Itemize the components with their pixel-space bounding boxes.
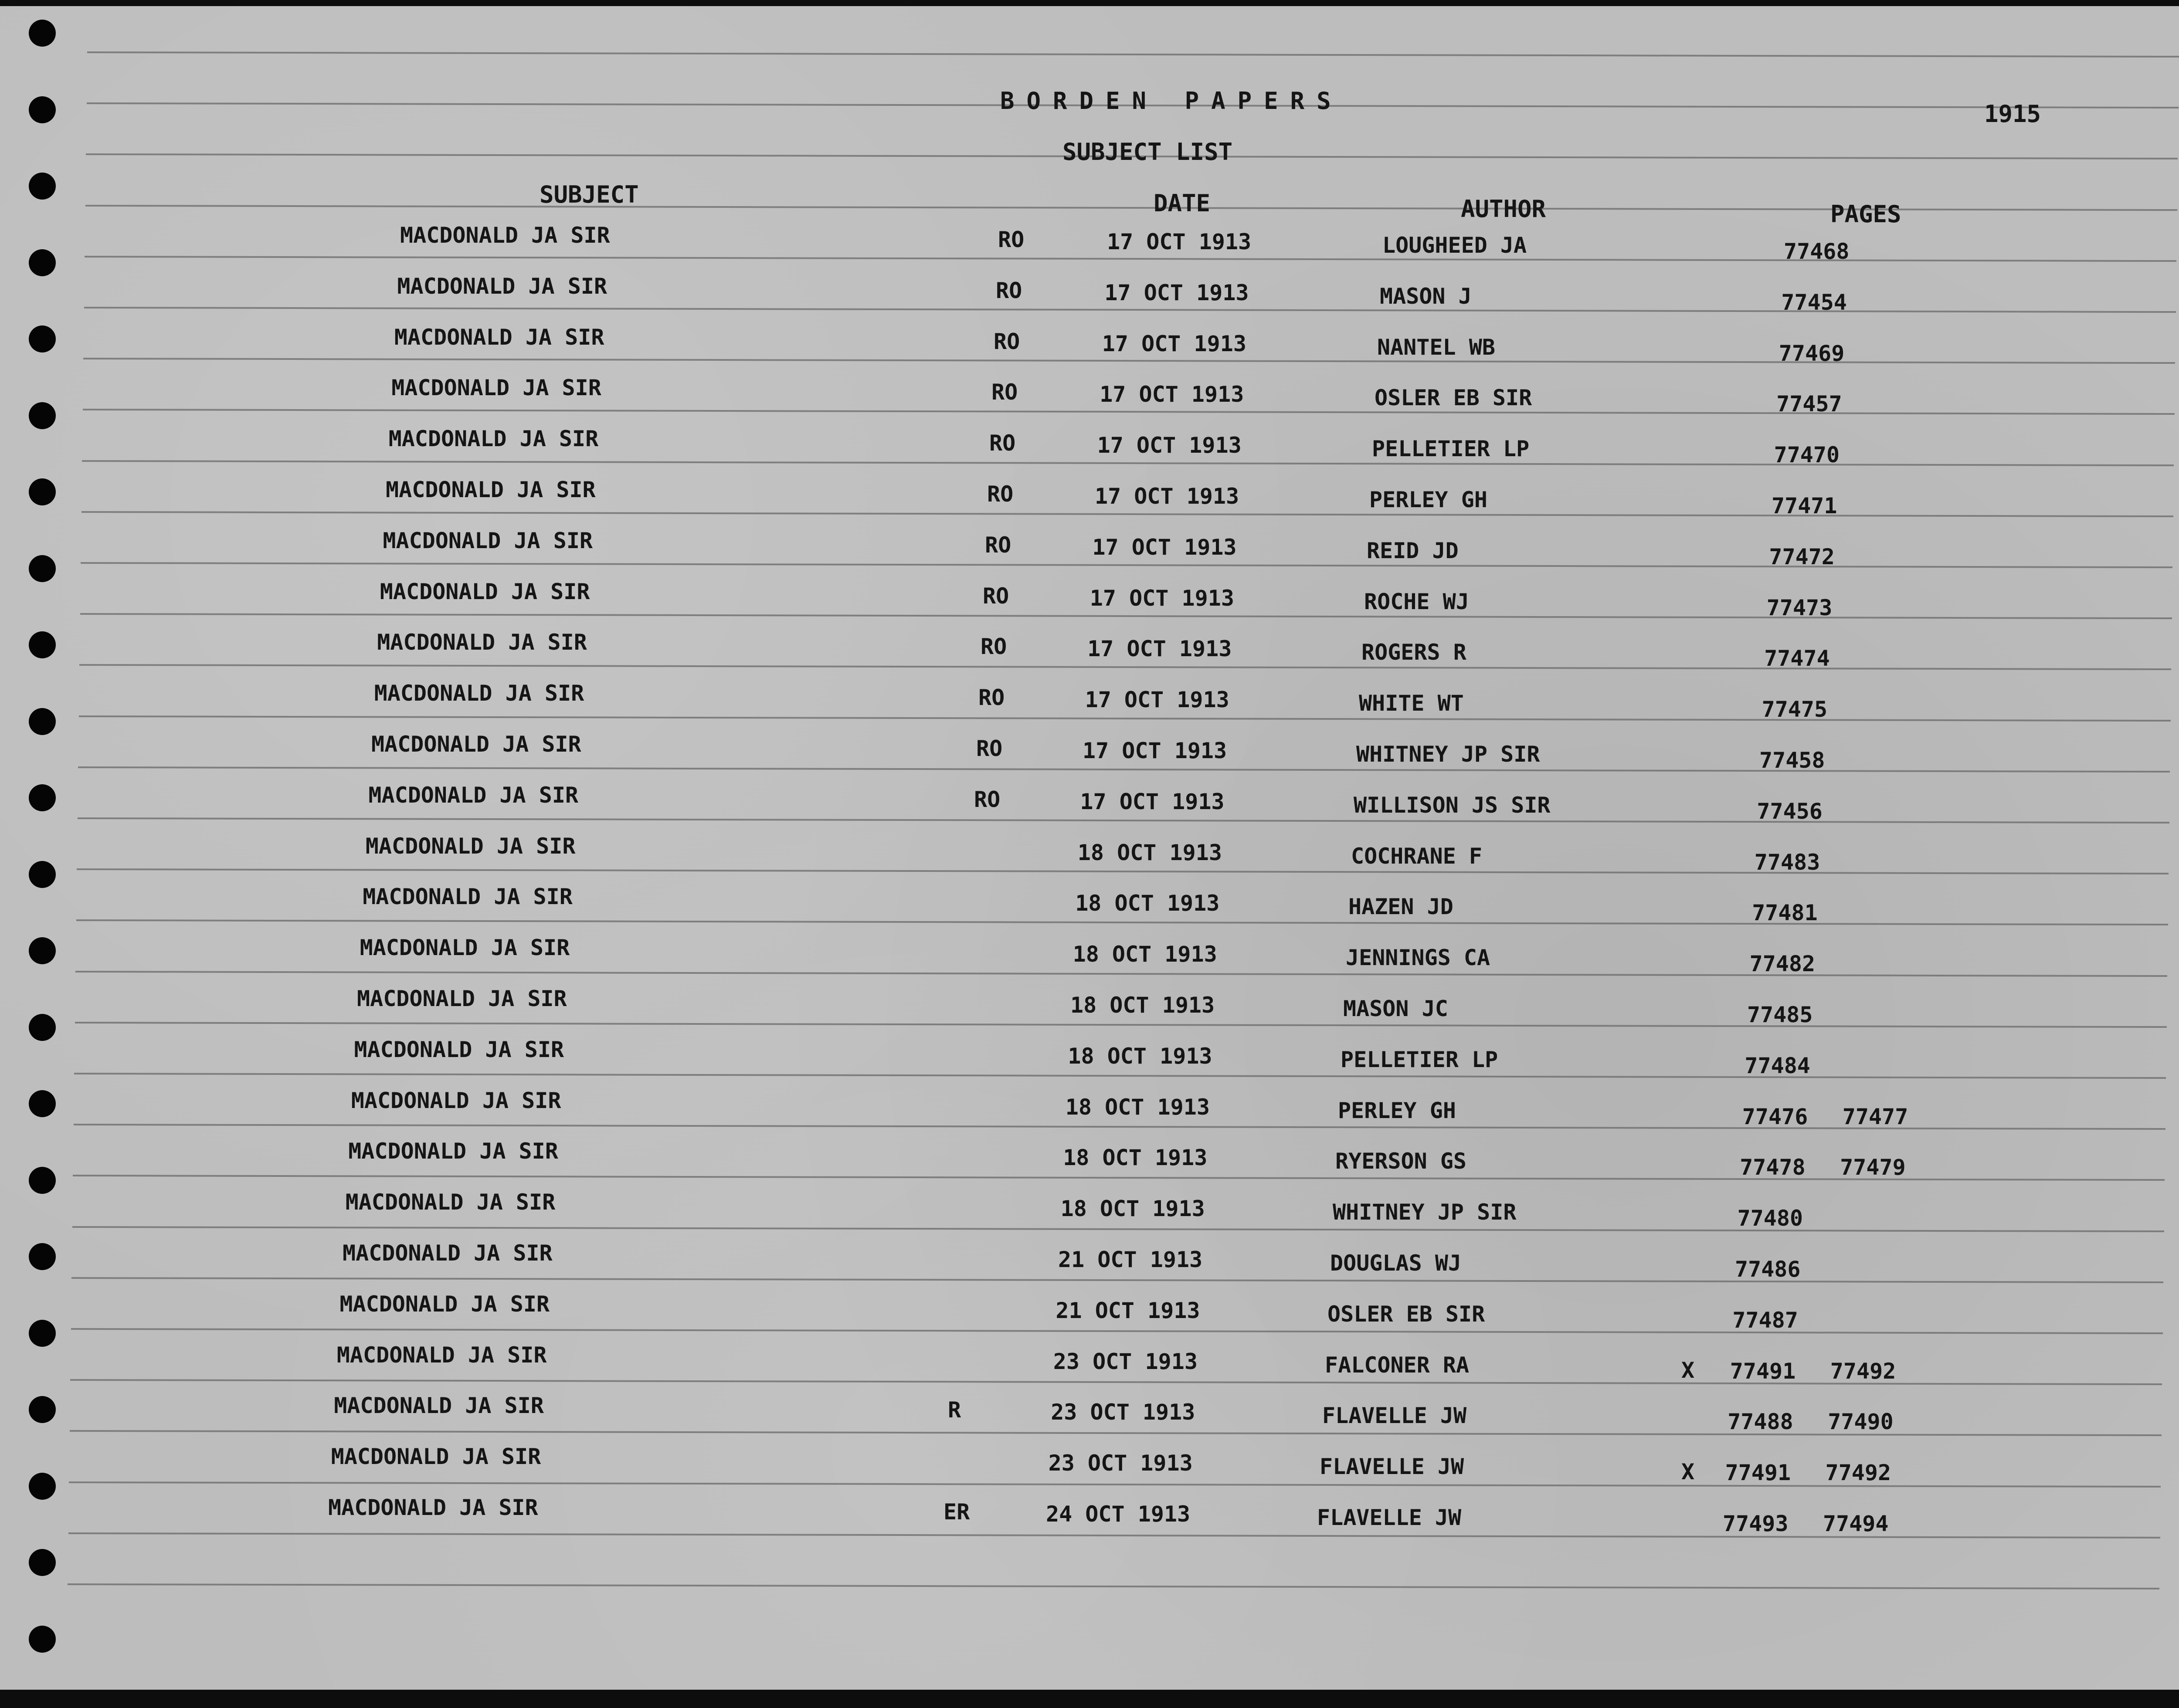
page-start-cell: 77493 [1723,1511,1789,1536]
code-cell: RO [976,736,1003,761]
feed-hole [29,555,56,582]
author-cell: REID JD [1367,538,1459,563]
top-edge [0,0,2179,6]
date-cell: 17 OCT 1913 [1083,738,1227,763]
column-header-date: DATE [1154,190,1211,217]
author-cell: JENNINGS CA [1346,945,1490,971]
date-cell: 18 OCT 1913 [1073,942,1217,967]
page-start-cell: 77473 [1766,595,1833,620]
subject-cell: MACDONALD JA SIR [357,986,567,1011]
author-cell: WHITNEY JP SIR [1333,1200,1517,1225]
author-cell: MASON J [1380,283,1472,309]
mark-cell: X [1681,1357,1695,1383]
code-cell: RO [998,227,1025,252]
feed-hole [29,861,56,888]
subject-cell: MACDONALD JA SIR [331,1444,541,1470]
page-start-cell: 77468 [1784,239,1850,264]
subject-cell: MACDONALD JA SIR [386,477,596,502]
code-cell: RO [978,685,1005,711]
author-cell: FLAVELLE JW [1317,1505,1462,1530]
document-title: BORDEN PAPERS [1000,87,1343,115]
page-start-cell: 77486 [1735,1257,1801,1282]
date-cell: 17 OCT 1913 [1085,687,1229,713]
ruled-line [85,256,2176,262]
feed-hole [29,173,56,200]
ruled-line [77,817,2169,824]
feed-hole [29,325,56,352]
code-cell: RO [983,583,1009,609]
page-end-cell: 77492 [1830,1358,1896,1384]
code-cell: RO [989,430,1016,456]
page-end-cell: 77494 [1823,1511,1889,1536]
subject-cell: MACDONALD JA SIR [383,528,593,553]
subject-cell: MACDONALD JA SIR [368,782,579,808]
page-start-cell: 77480 [1737,1206,1803,1231]
page-start-cell: 77474 [1764,646,1830,671]
date-cell: 17 OCT 1913 [1107,229,1252,254]
page-end-cell: 77492 [1825,1460,1891,1486]
date-cell: 17 OCT 1913 [1100,382,1244,407]
author-cell: LOUGHEED JA [1382,233,1527,258]
subject-cell: MACDONALD JA SIR [363,884,573,910]
ruled-line [72,1226,2164,1232]
ruled-line [75,971,2167,977]
feed-hole [29,631,56,658]
feed-hole [29,1090,56,1117]
subject-cell: MACDONALD JA SIR [365,833,576,859]
date-cell: 17 OCT 1913 [1104,280,1249,305]
subject-cell: MACDONALD JA SIR [343,1240,553,1266]
page-start-cell: 77475 [1762,697,1828,722]
page-start-cell: 77485 [1747,1002,1813,1027]
author-cell: PERLEY GH [1338,1098,1456,1123]
page-start-cell: 77472 [1769,544,1835,569]
author-cell: FALCONER RA [1325,1352,1470,1378]
author-cell: RYERSON GS [1335,1149,1467,1174]
feed-hole [29,784,56,811]
author-cell: WHITE WT [1359,691,1464,716]
code-cell: RO [974,786,1001,812]
subject-cell: MACDONALD JA SIR [400,223,610,248]
feed-hole [29,937,56,964]
feed-hole [29,1473,56,1500]
feed-hole [29,402,56,429]
author-cell: DOUGLAS WJ [1330,1250,1462,1276]
page-start-cell: 77458 [1759,748,1825,773]
code-cell: ER [944,1499,970,1525]
date-cell: 23 OCT 1913 [1053,1349,1198,1374]
feed-hole [29,1243,56,1270]
author-cell: ROCHE WJ [1364,589,1469,614]
author-cell: WHITNEY JP SIR [1356,742,1540,767]
page-start-cell: 77481 [1752,900,1818,926]
ruled-line [75,1022,2166,1028]
ruled-line [81,511,2173,517]
author-cell: MASON JC [1343,996,1448,1021]
ruled-line [74,1073,2166,1079]
code-cell: RO [985,532,1011,558]
subject-cell: MACDONALD JA SIR [334,1393,544,1419]
author-cell: PERLEY GH [1369,487,1487,512]
author-cell: NANTEL WB [1377,334,1495,360]
code-cell: RO [987,481,1014,507]
subject-cell: MACDONALD JA SIR [388,426,599,452]
subject-cell: MACDONALD JA SIR [348,1139,558,1164]
subject-cell: MACDONALD JA SIR [351,1088,561,1113]
page-start-cell: 77491 [1730,1358,1796,1384]
date-cell: 18 OCT 1913 [1060,1196,1205,1222]
author-cell: FLAVELLE JW [1320,1454,1464,1480]
feed-hole [29,1320,56,1347]
ruled-line [79,664,2171,670]
date-cell: 17 OCT 1913 [1090,585,1234,611]
column-header-subject: SUBJECT [540,181,639,208]
subject-cell: MACDONALD JA SIR [374,681,584,706]
page-start-cell: 77488 [1728,1409,1793,1435]
ruled-line [71,1277,2163,1283]
ruled-line [76,919,2168,925]
date-cell: 17 OCT 1913 [1097,433,1242,458]
feed-hole [29,1626,56,1653]
page-start-cell: 77491 [1725,1460,1791,1486]
author-cell: ROGERS R [1361,640,1466,665]
feed-hole [29,249,56,276]
subject-cell: MACDONALD JA SIR [394,324,604,350]
bottom-edge [0,1690,2179,1708]
column-header-pages: PAGES [1830,200,1901,228]
subject-list-heading: SUBJECT LIST [1062,138,1233,166]
ruled-line [87,51,2179,58]
column-header-author: AUTHOR [1461,195,1546,223]
subject-cell: MACDONALD JA SIR [391,375,601,401]
page-start-cell: 77470 [1774,442,1840,468]
author-cell: OSLER EB SIR [1375,385,1532,411]
subject-cell: MACDONALD JA SIR [377,630,587,655]
ruled-line [78,715,2170,722]
code-cell: RO [991,380,1018,405]
mark-cell: X [1681,1459,1695,1485]
page-start-cell: 77471 [1772,493,1837,518]
code-cell: R [948,1397,961,1423]
date-cell: 17 OCT 1913 [1102,331,1246,356]
ruled-line [78,766,2170,773]
author-cell: WILLISON JS SIR [1354,792,1551,818]
feed-hole [29,708,56,735]
subject-cell: MACDONALD JA SIR [371,732,581,757]
subject-cell: MACDONALD JA SIR [360,935,570,961]
subject-cell: MACDONALD JA SIR [345,1190,556,1215]
date-cell: 18 OCT 1913 [1065,1094,1210,1120]
ruled-line [82,460,2174,466]
date-cell: 23 OCT 1913 [1048,1450,1193,1476]
page-end-cell: 77479 [1840,1155,1906,1180]
date-cell: 18 OCT 1913 [1070,993,1215,1018]
feed-hole [29,478,56,505]
year-label: 1915 [1984,100,2041,128]
page-start-cell: 77454 [1781,289,1847,315]
ruled-line [80,613,2172,619]
ruled-line [71,1328,2162,1334]
feed-hole [29,1549,56,1576]
page-start-cell: 77483 [1754,849,1820,875]
subject-cell: MACDONALD JA SIR [336,1342,547,1368]
page-start-cell: 77469 [1778,340,1845,366]
date-cell: 18 OCT 1913 [1063,1145,1208,1171]
feed-hole [29,20,56,47]
page-start-cell: 77482 [1749,951,1816,977]
subject-cell: MACDONALD JA SIR [354,1037,564,1062]
code-cell: RO [994,329,1020,354]
page-start-cell: 77456 [1757,798,1823,824]
date-cell: 18 OCT 1913 [1075,891,1220,916]
ruled-line [68,1583,2159,1589]
ruled-line [84,307,2176,313]
code-cell: RO [996,278,1022,303]
date-cell: 24 OCT 1913 [1046,1501,1191,1527]
page-start-cell: 77478 [1740,1155,1806,1180]
date-cell: 17 OCT 1913 [1087,636,1232,662]
ruled-line [77,868,2169,874]
feed-hole [29,1396,56,1423]
date-cell: 17 OCT 1913 [1095,484,1239,509]
author-cell: OSLER EB SIR [1327,1301,1485,1327]
feed-hole [29,96,56,123]
subject-cell: MACDONALD JA SIR [339,1291,550,1317]
feed-hole [29,1167,56,1194]
ruled-line [83,358,2175,364]
date-cell: 18 OCT 1913 [1077,840,1222,865]
page-start-cell: 77476 [1742,1104,1808,1129]
author-cell: HAZEN JD [1348,894,1453,920]
author-cell: COCHRANE F [1351,843,1483,869]
feed-hole [29,1014,56,1041]
subject-cell: MACDONALD JA SIR [328,1495,538,1520]
date-cell: 21 OCT 1913 [1056,1298,1200,1323]
subject-cell: MACDONALD JA SIR [397,273,608,299]
page-end-cell: 77490 [1828,1409,1894,1435]
author-cell: PELLETIER LP [1341,1047,1498,1072]
subject-cell: MACDONALD JA SIR [380,579,590,604]
page-start-cell: 77484 [1745,1053,1810,1078]
ruled-line [81,562,2172,568]
page-start-cell: 77487 [1732,1307,1798,1333]
date-cell: 21 OCT 1913 [1058,1247,1203,1272]
date-cell: 17 OCT 1913 [1080,789,1225,814]
code-cell: RO [981,634,1007,660]
date-cell: 23 OCT 1913 [1051,1400,1195,1425]
ruled-line [82,409,2174,415]
author-cell: FLAVELLE JW [1322,1403,1467,1429]
page-end-cell: 77477 [1842,1104,1908,1129]
date-cell: 18 OCT 1913 [1068,1043,1212,1069]
date-cell: 17 OCT 1913 [1092,534,1237,560]
page-start-cell: 77457 [1776,391,1842,417]
author-cell: PELLETIER LP [1372,436,1530,462]
